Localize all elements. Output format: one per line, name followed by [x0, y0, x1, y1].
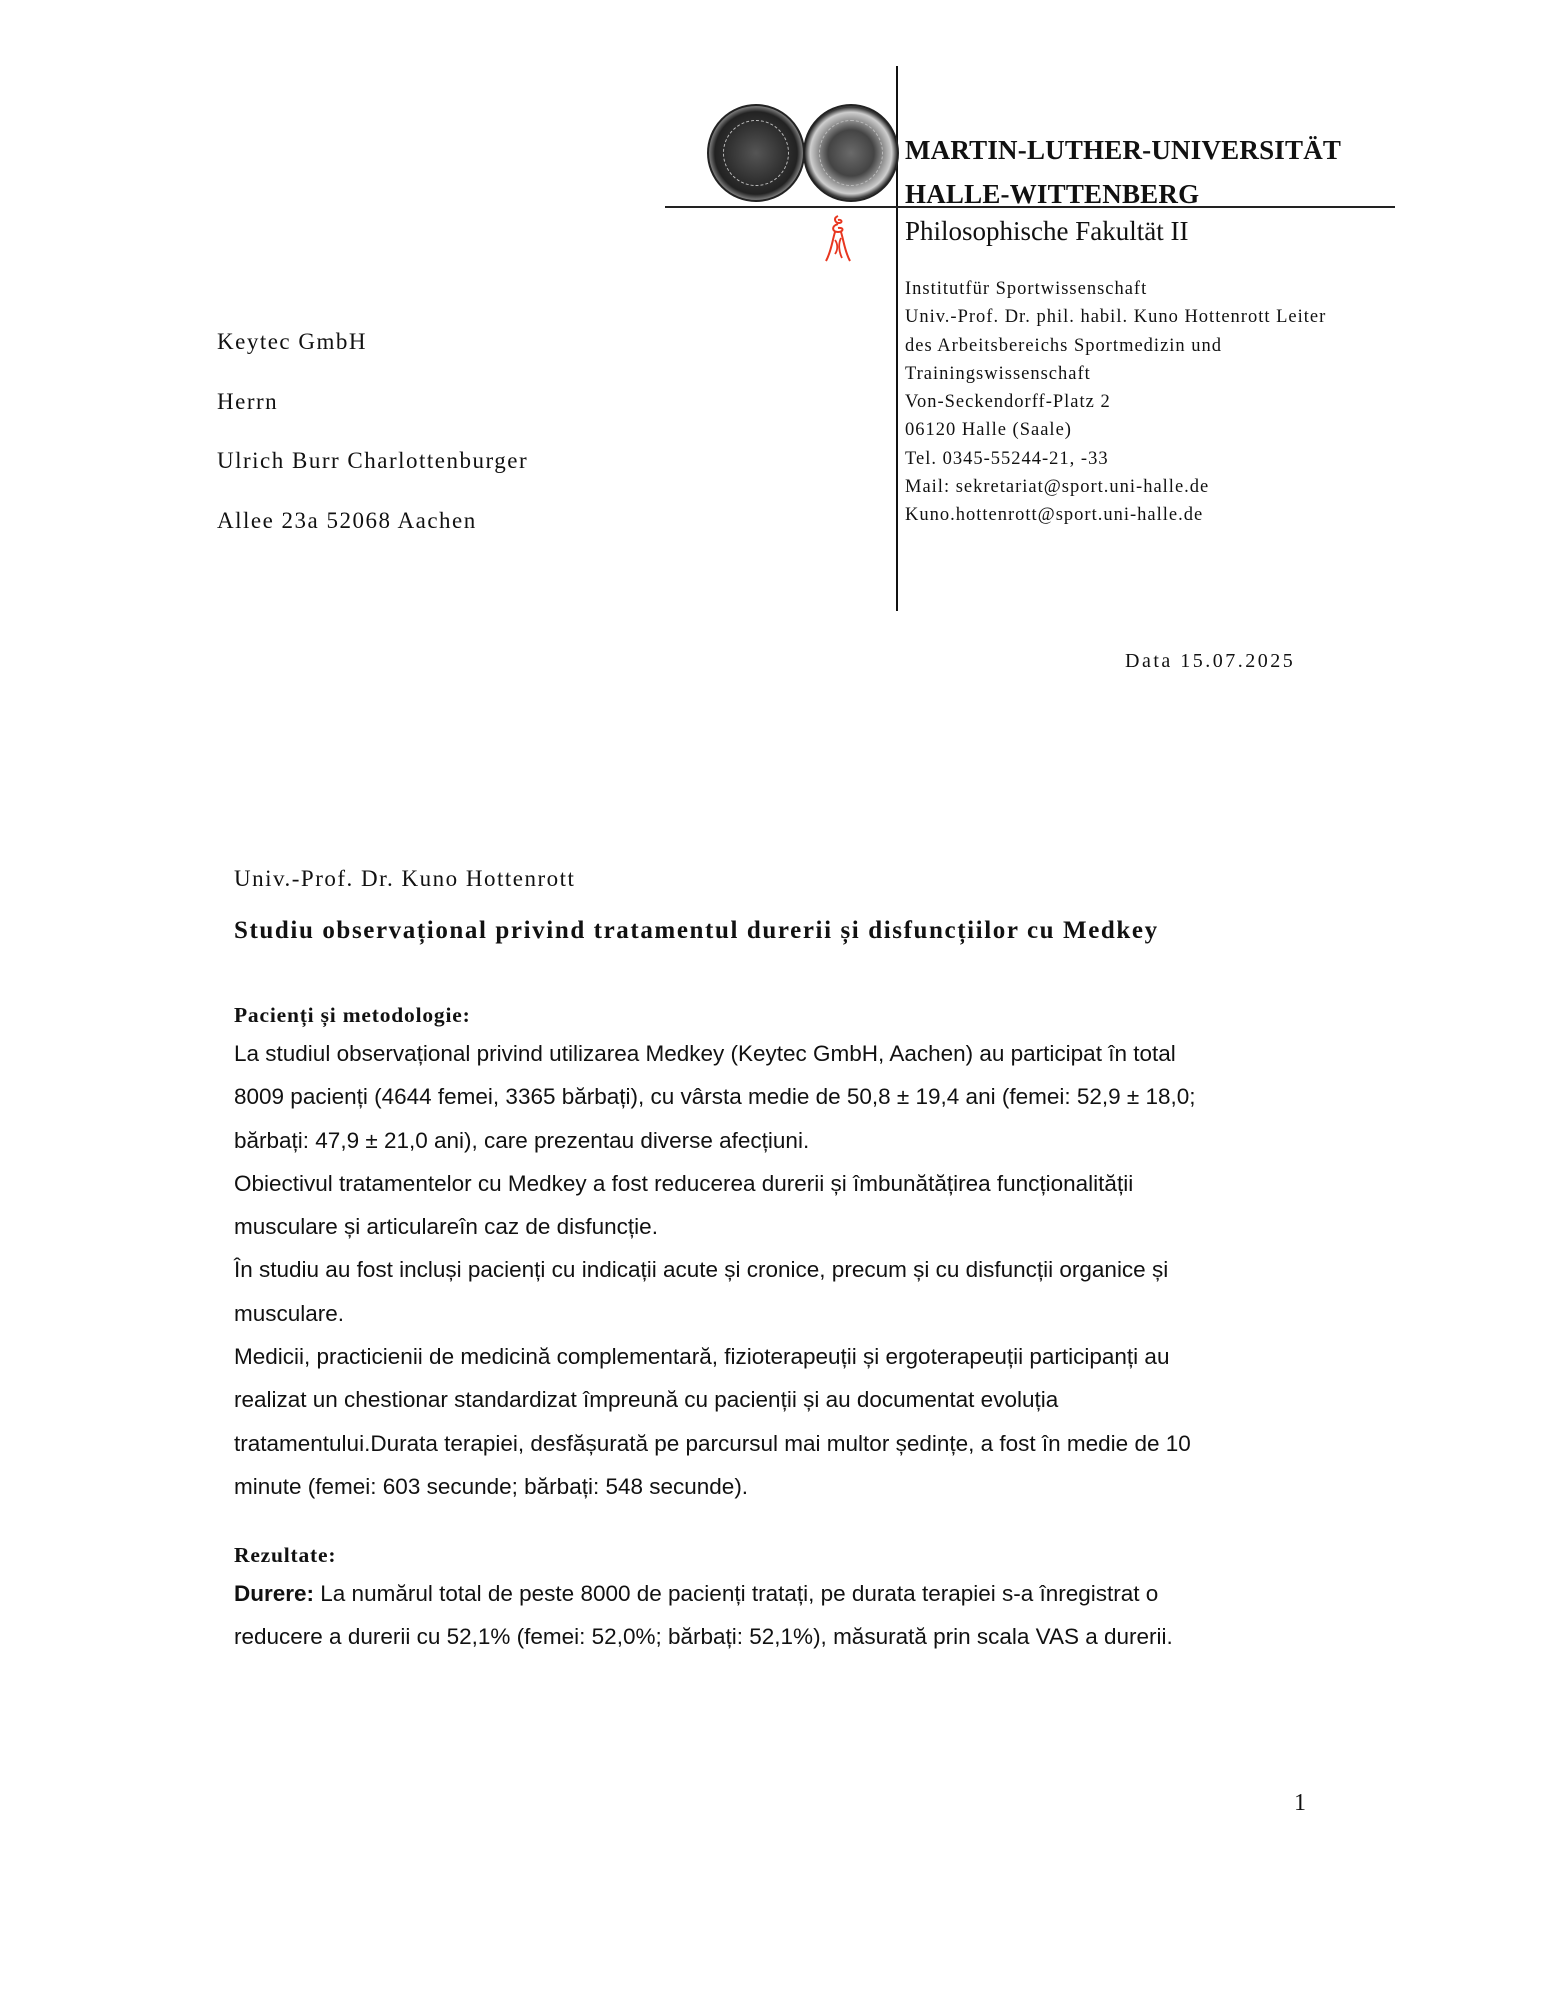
section-heading-results: Rezultate: [234, 1543, 337, 1567]
text-line: La studiul observațional privind utilizarea Medkey (Keytec GmbH, Aachen) au participat în total [234, 1041, 1176, 1066]
text-line: În studiu au fost incluși pacienți cu indicații acute și cronice, precum și cu disfuncții organice și [234, 1257, 1169, 1283]
text-line: musculare. [234, 1300, 345, 1326]
text-line: minute (femei: 603 secunde; bărbați: 548 secunde). [234, 1473, 749, 1499]
university-seal-icon [803, 104, 899, 202]
pain-text: La numărul total de peste 8000 de pacienți tratați, pe durata terapiei s-a înregistrat o [314, 1581, 1159, 1606]
institute-line: Univ.-Prof. Dr. phil. habil. Kuno Hottenrott Leiter [905, 307, 1327, 328]
recipient-line: Allee 23a 52068 Aachen [217, 507, 477, 533]
university-name-line1: MARTIN-LUTHER-UNIVERSITÄT [905, 135, 1342, 165]
text-line [234, 1572, 1354, 1615]
institute-address-block [905, 275, 1326, 530]
university-name-line2: HALLE-WITTENBERG [905, 179, 1200, 209]
text-line: tratamentului.Durata terapiei, desfășurată pe parcursul mai multor ședințe, a fost în medie de 10 [234, 1430, 1191, 1456]
pain-label: Durere: [234, 1581, 315, 1606]
text-line: reducere a durerii cu 52,1% (femei: 52,0%; bărbați: 52,1%), măsurată prin scala VAS a durerii. [234, 1624, 1173, 1650]
professor-email[interactable]: Kuno.hottenrott@sport.uni-halle.de [905, 505, 1204, 526]
institute-line: Trainingswissenschaft [905, 363, 1091, 384]
text-line: musculare și articulareîn caz de disfuncție. [234, 1214, 658, 1240]
institute-line: 06120 Halle (Saale) [905, 420, 1072, 441]
page-number: 1 [1294, 1790, 1306, 1816]
text-line: 8009 pacienți (4644 femei, 3365 bărbați), cu vârsta medie de 50,8 ± 19,4 ani (femei: 52,9 ± 18,0; [234, 1084, 1196, 1110]
institute-email[interactable]: Mail: sekretariat@sport.uni-halle.de [905, 477, 1210, 498]
document-title: Studiu observațional privind tratamentul durerii și disfuncțiilor cu Medkey [234, 917, 1159, 944]
flame-figure-logo-icon [823, 214, 853, 264]
institute-line: Institutfür Sportwissenschaft [905, 279, 1148, 299]
institute-line: Tel. 0345-55244-21, -33 [905, 448, 1109, 469]
recipient-line: Ulrich Burr Charlottenburger [217, 448, 529, 473]
letter-date: Data 15.07.2025 [1125, 650, 1296, 672]
recipient-address-block [217, 327, 528, 565]
author-name: Univ.-Prof. Dr. Kuno Hottenrott [234, 866, 576, 891]
university-name [905, 128, 1341, 216]
recipient-line: Keytec GmbH [217, 329, 367, 354]
section-heading-methodology: Pacienți și metodologie: [234, 1003, 471, 1027]
institute-line: des Arbeitsbereichs Sportmedizin und [905, 335, 1223, 356]
methodology-paragraph [234, 1032, 1354, 1508]
university-seal-icon [707, 104, 805, 202]
recipient-line: Herrn [217, 388, 279, 414]
results-paragraph [234, 1572, 1354, 1659]
faculty-name: Philosophische Fakultät II [905, 216, 1189, 246]
text-line: realizat un chestionar standardizat împreună cu pacienții și au documentat evoluția [234, 1387, 1059, 1413]
text-line: bărbați: 47,9 ± 21,0 ani), care prezentau diverse afecțiuni. [234, 1127, 810, 1153]
text-line: Medicii, practicienii de medicină complementară, fizioterapeuții și ergoterapeuții participanți au [234, 1344, 1170, 1370]
text-line: Obiectivul tratamentelor cu Medkey a fost reducerea durerii și îmbunătățirea funcționalității [234, 1170, 1134, 1196]
institute-line: Von-Seckendorff-Platz 2 [905, 392, 1111, 413]
